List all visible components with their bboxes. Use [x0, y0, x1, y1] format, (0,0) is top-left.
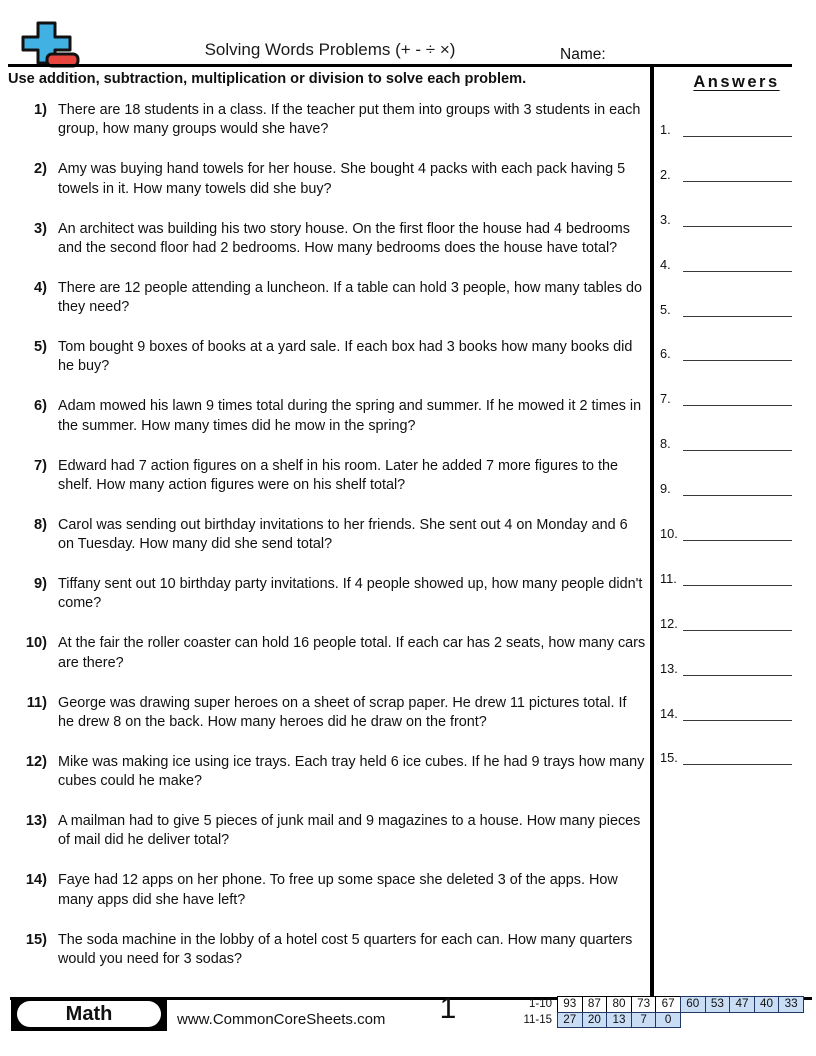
problem-item: [0, 575, 650, 634]
answer-number: 15.: [660, 750, 678, 766]
problem-text: Adam mowed his lawn 9 times total during the spring and summer. If he mowed it 2 times in the summer. How many times did he mow in the spring?: [58, 398, 642, 434]
answer-row: [657, 257, 816, 302]
problem-number: 2): [34, 161, 47, 178]
answer-row: [657, 346, 816, 391]
problem-number: 1): [34, 102, 47, 118]
answer-blank[interactable]: [683, 481, 792, 496]
score-row-label: 11-15: [523, 1013, 552, 1026]
score-cell: 40: [754, 996, 780, 1013]
score-cell: 67: [655, 996, 681, 1013]
answer-number: 6.: [660, 346, 671, 362]
problem-number: 9): [34, 576, 47, 593]
plus-minus-logo-icon: [0, 0, 130, 70]
answers-header: Answers: [693, 73, 780, 91]
answer-blank[interactable]: [683, 391, 792, 406]
score-cell: 0: [655, 1012, 681, 1029]
problem-text: A mailman had to give 5 pieces of junk mail and 9 magazines to a house. How many pieces of mail did he deliver total?: [58, 813, 641, 849]
problem-number: 15): [25, 931, 47, 948]
problem-item: [0, 753, 650, 812]
problem-item: [0, 338, 650, 397]
answer-blank[interactable]: [683, 571, 792, 586]
problem-item: [0, 931, 650, 990]
answer-number: 7.: [660, 391, 671, 407]
problem-item: [0, 812, 650, 871]
problem-text: At the fair the roller coaster can hold 16 people total. If each car has 2 seats, how many cars are there?: [58, 635, 646, 671]
answer-number: 13.: [660, 660, 678, 676]
instructions-text: Use addition, subtraction, multiplication or division to solve each problem.: [8, 71, 527, 87]
problem-number: 10): [25, 635, 47, 652]
score-row-label: 1-10: [528, 998, 552, 1010]
problem-text: Amy was buying hand towels for her house. She bought 4 packs with each pack having 5 towels in it. How many towels did she buy?: [58, 161, 626, 197]
problem-item: [0, 694, 650, 753]
answer-number: 9.: [660, 481, 671, 497]
answers-column: [657, 66, 816, 795]
answer-row: [657, 661, 816, 706]
answers-column-divider: [650, 67, 654, 997]
problem-text: Tom bought 9 boxes of books at a yard sale. If each box had 3 books how many books did he buy?: [58, 339, 633, 375]
answer-number: 1.: [660, 122, 671, 137]
problem-number: 5): [34, 339, 47, 356]
answer-blank[interactable]: [683, 302, 792, 317]
page-title: Solving Words Problems (+ - ÷ ×): [204, 40, 456, 59]
answer-row: [657, 526, 816, 571]
answer-number: 8.: [660, 436, 671, 452]
answer-blank[interactable]: [683, 346, 792, 361]
answer-rows: [657, 122, 816, 795]
subject-badge: [11, 997, 167, 1031]
answer-blank[interactable]: [683, 661, 792, 676]
answer-blank[interactable]: [683, 122, 792, 137]
answer-number: 11.: [660, 570, 677, 586]
answer-number: 5.: [660, 301, 671, 317]
problems-list: [0, 66, 650, 997]
answer-number: 4.: [660, 256, 671, 272]
answer-row: [657, 481, 816, 526]
score-row: [515, 1012, 804, 1029]
score-cell: 7: [631, 1012, 657, 1029]
problem-number: 7): [34, 457, 47, 474]
answer-blank[interactable]: [683, 167, 792, 182]
subject-badge-pill: [17, 1001, 161, 1027]
answer-row: [657, 167, 816, 212]
score-cell: 93: [557, 996, 583, 1013]
answer-row: [657, 391, 816, 436]
answer-number: 10.: [660, 526, 678, 542]
answer-number: 2.: [660, 166, 671, 182]
problem-number: 4): [34, 279, 47, 296]
problem-number: 11): [26, 694, 47, 711]
problem-number: 6): [34, 398, 47, 415]
name-label: Name:: [560, 46, 606, 63]
answer-blank[interactable]: [683, 750, 792, 765]
answer-row: [657, 212, 816, 257]
problem-number: 3): [34, 220, 47, 237]
problem-text: There are 18 students in a class. If the teacher put them into groups with 3 students in each group, how many groups would she have?: [58, 102, 641, 138]
problem-text: An architect was building his two story house. On the first floor the house had 4 bedrooms and the second floor had 2 bedrooms. How many bedrooms does the house have total?: [58, 220, 630, 256]
answer-row: [657, 571, 816, 616]
score-cell: 80: [606, 996, 632, 1013]
answer-blank[interactable]: [683, 526, 792, 541]
score-cell: 13: [606, 1012, 632, 1029]
problem-item: [0, 457, 650, 516]
problem-item: [0, 871, 650, 930]
answer-number: 14.: [660, 705, 678, 721]
answer-row: [657, 436, 816, 481]
answer-blank[interactable]: [683, 212, 792, 227]
website-link[interactable]: www.CommonCoreSheets.com: [177, 1011, 386, 1028]
score-cell: 53: [705, 996, 731, 1013]
problem-item: [0, 634, 650, 693]
problem-text: Edward had 7 action figures on a shelf in his room. Later he added 7 more figures to the shelf. How many action figures were on his shelf total?: [58, 457, 618, 493]
score-cell: 47: [729, 996, 755, 1013]
score-cell: 33: [778, 996, 804, 1013]
problem-item: [0, 101, 650, 160]
answer-row: [657, 706, 816, 751]
problem-text: Tiffany sent out 10 birthday party invitations. If 4 people showed up, how many people didn't come?: [58, 576, 643, 612]
answer-blank[interactable]: [683, 257, 792, 272]
problem-text: The soda machine in the lobby of a hotel cost 5 quarters for each can. How many quarters would you need for 3 sodas?: [58, 931, 633, 968]
problem-number: 14): [25, 872, 47, 889]
problem-text: Carol was sending out birthday invitations to her friends. She sent out 4 on Monday and 6 on Tuesday. How many did she send total?: [58, 516, 628, 553]
problem-number: 13): [25, 813, 47, 830]
page-number: 1: [439, 992, 457, 1025]
answer-blank[interactable]: [683, 436, 792, 451]
problem-item: [0, 516, 650, 575]
answer-row: [657, 122, 816, 167]
problem-number: 8): [34, 516, 47, 533]
problem-number: 12): [25, 753, 47, 770]
score-cell: 87: [582, 996, 608, 1013]
answer-row: [657, 750, 816, 795]
score-cell: 60: [680, 996, 706, 1013]
score-cell: 27: [557, 1012, 583, 1029]
answer-row: [657, 302, 816, 347]
score-cell: 73: [631, 996, 657, 1013]
subject-badge-label: Math: [65, 1002, 113, 1025]
problem-item: [0, 220, 650, 279]
answer-blank[interactable]: [683, 616, 792, 631]
problem-text: Mike was making ice using ice trays. Each tray held 6 ice cubes. If he had 9 trays how many cubes could he make?: [58, 753, 645, 790]
problem-item: [0, 160, 650, 219]
problem-text: There are 12 people attending a luncheon. If a table can hold 3 people, how many tables do they need?: [58, 279, 643, 316]
problem-item: [0, 397, 650, 456]
answer-number: 12.: [660, 615, 678, 631]
score-grid: [515, 996, 804, 1028]
score-cell: 20: [582, 1012, 608, 1029]
score-row: [515, 996, 804, 1013]
problem-text: George was drawing super heroes on a sheet of scrap paper. He drew 11 pictures total. If he drew 8 on the back. How many heroes did he draw on the front?: [58, 694, 627, 730]
problem-text: Faye had 12 apps on her phone. To free up some space she deleted 3 of the apps. How many apps did she have left?: [58, 872, 618, 908]
problem-item: [0, 279, 650, 338]
answer-number: 3.: [660, 211, 671, 227]
answer-blank[interactable]: [683, 706, 792, 721]
answer-row: [657, 616, 816, 661]
